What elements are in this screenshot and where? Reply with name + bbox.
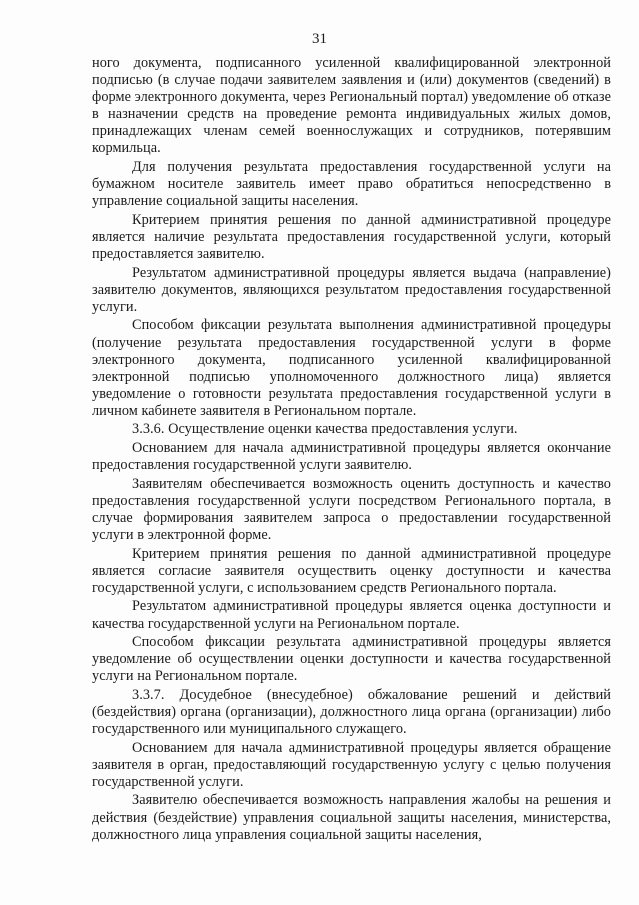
paragraph: Критерием принятия решения по данной административной процедуре является наличие результата предоставления государственной услуги, который предоставляется заявителю. [92,211,611,263]
body-text [92,55,611,845]
paragraph: ного документа, подписанного усиленной квалифицированной электронной подписью (в случае подачи заявителем заявления и (или) документов (сведений) в форме электронного документа, через Региональный портал) уведомление об отказе в назначении средств на проведение ремонта индивидуальных жилых домов, принадлежащих членам семей военнослужащих и сотрудников, потерявшим кормильца. [92,55,611,157]
paragraph: Основанием для начала административной процедуры является окончание предоставления государственной услуги заявителю. [92,440,611,474]
paragraph: Результатом административной процедуры является выдача (направление) заявителю документов, являющихся результатом предоставления государственной услуги. [92,264,611,315]
section-heading: 3.3.6. Осуществление оценки качества предоставления услуги. [132,421,518,438]
paragraph: Результатом административной процедуры является оценка доступности и качества государственной услуги на Региональном портале. [92,598,611,632]
section-heading: 3.3.7. Досудебное (внесудебное) обжалование решений и действий (бездействия) органа (организации), должностного лица органа (организации) либо государственного или муниципального служащего. [92,686,611,738]
paragraph: Заявителям обеспечивается возможность оценить доступность и качество предоставления государственной услуги посредством Регионального портала, в случае формирования заявителем запроса о предоставлении государственной услуги в электронной форме. [92,475,611,544]
paragraph: Способом фиксации результата административной процедуры является уведомление об осуществлении оценки доступности и качества государственной услуги на Региональном портале. [92,634,611,685]
paragraph: Для получения результата предоставления государственной услуги на бумажном носителе заявитель имеет право обратиться непосредственно в управление социальной защиты населения. [92,159,611,210]
paragraph: Способом фиксации результата выполнения административной процедуры (получение результата предоставления государственной услуги в форме электронного документа, подписанного усиленной квалифицированной электронной подписью уполномоченного должностного лица) является уведомление о готовности результата предоставления государственной услуги в личном кабинете заявителя в Региональном портале. [92,317,611,419]
page-number: 31 [312,31,327,47]
paragraph: Заявителю обеспечивается возможность направления жалобы на решения и действия (бездействие) управления социальной защиты населения, министерства, должностного лица управления социальной защиты населения, [92,792,611,843]
paragraph: Критерием принятия решения по данной административной процедуре является согласие заявителя осуществить оценку доступности и качества государственной услуги, с использованием средств Регионального портала. [92,545,611,596]
paragraph: Основанием для начала административной процедуры является обращение заявителя в орган, предоставляющий государственную услугу с целью получения государственной услуги. [92,739,611,790]
